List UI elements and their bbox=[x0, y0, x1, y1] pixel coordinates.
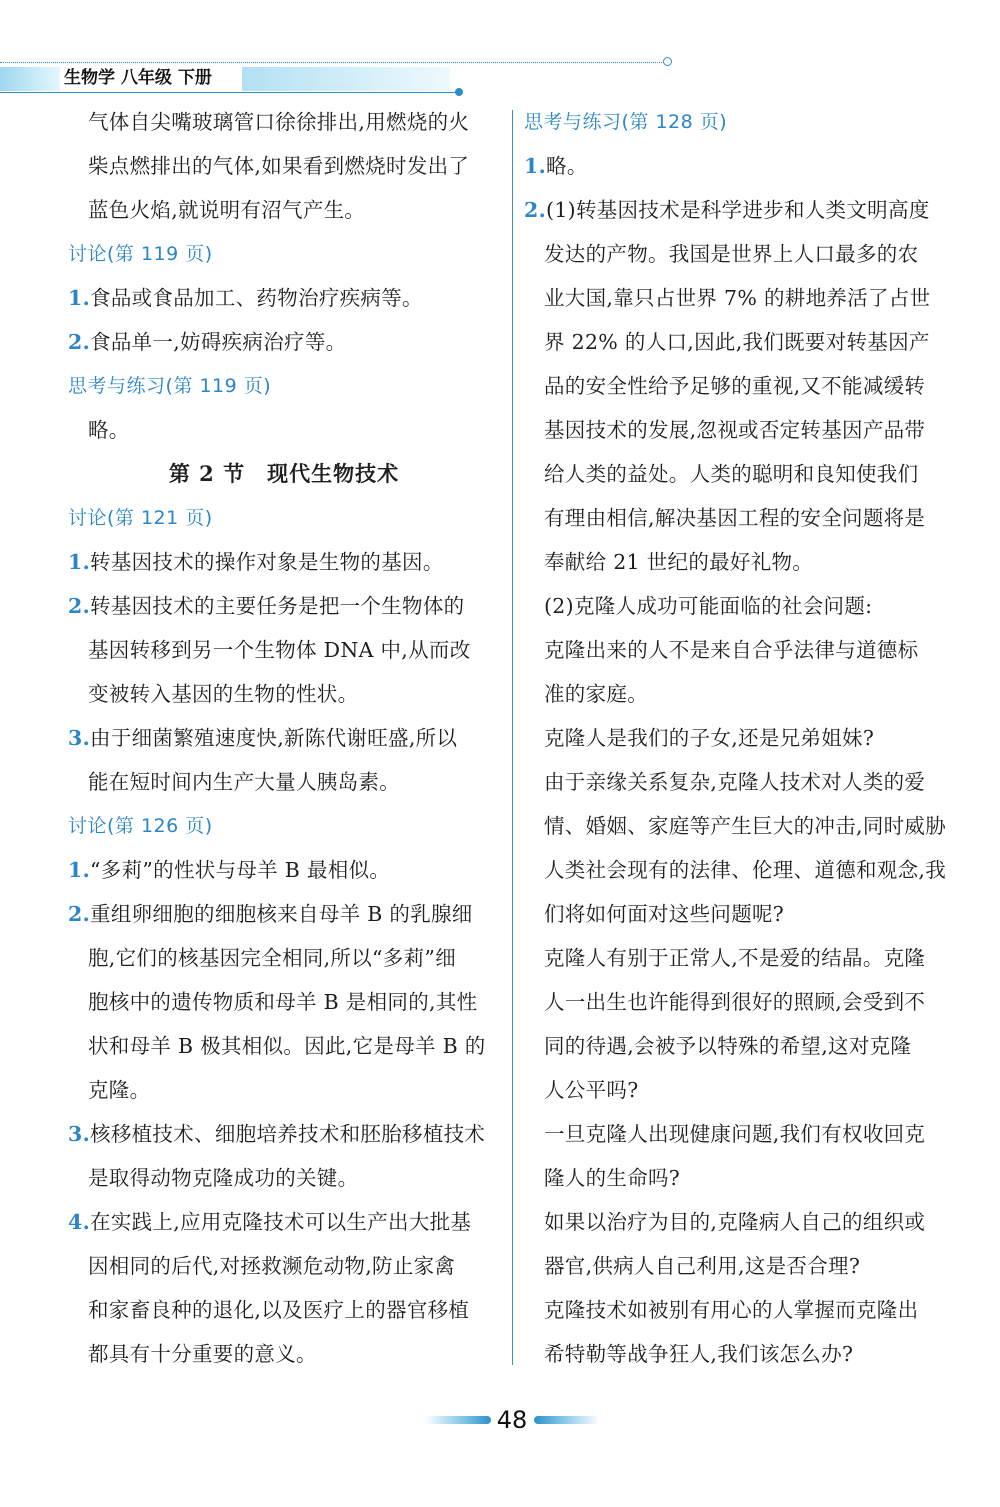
numbered-answer-line bbox=[68, 1112, 500, 1156]
text-line: 蓝色火焰,就说明有沼气产生。 bbox=[88, 198, 366, 222]
subsection-heading: 思考与练习(第 119 页) bbox=[68, 375, 272, 397]
section-title: 第 2 节 现代生物技术 bbox=[168, 461, 400, 486]
text-line: 发达的产物。我国是世界上人口最多的农 bbox=[544, 242, 919, 266]
left-column bbox=[68, 100, 500, 1376]
text-line: 因相同的后代,对拯救濒危动物,防止家禽 bbox=[88, 1254, 456, 1278]
answer-text: 转基因技术的主要任务是把一个生物体的 bbox=[90, 594, 465, 618]
text-line: 状和母羊 B 极其相似。因此,它是母羊 B 的 bbox=[88, 1034, 486, 1058]
numbered-answer-line bbox=[68, 276, 500, 320]
item-number: 4. bbox=[68, 1210, 91, 1234]
text-line: 和家畜良种的退化,以及医疗上的器官移植 bbox=[88, 1298, 470, 1322]
text-line: 克隆出来的人不是来自合乎法律与道德标 bbox=[544, 638, 919, 662]
text-line: 准的家庭。 bbox=[544, 682, 648, 706]
text-line: 能在短时间内生产大量人胰岛素。 bbox=[88, 770, 400, 794]
answer-text: 转基因技术的操作对象是生物的基因。 bbox=[90, 550, 444, 574]
item-number: 3. bbox=[68, 726, 91, 750]
text-line: 克隆人是我们的子女,还是兄弟姐妹? bbox=[544, 726, 875, 750]
text-line: 由于亲缘关系复杂,克隆人技术对人类的爱 bbox=[544, 770, 926, 794]
text-line: 胞,它们的核基因完全相同,所以“多莉”细 bbox=[88, 946, 456, 970]
text-line: 一旦克隆人出现健康问题,我们有权收回克 bbox=[544, 1122, 926, 1146]
numbered-answer-line bbox=[68, 320, 500, 364]
text-line: 如果以治疗为目的,克隆病人自己的组织或 bbox=[544, 1210, 926, 1234]
item-number: 1. bbox=[68, 286, 91, 310]
item-number: 2. bbox=[68, 330, 91, 354]
text-line: 器官,供病人自己利用,这是否合理? bbox=[544, 1254, 861, 1278]
column-divider bbox=[512, 110, 513, 1365]
text-line: (2)克隆人成功可能面临的社会问题: bbox=[544, 594, 873, 618]
text-line: 希特勒等战争狂人,我们该怎么办? bbox=[544, 1342, 854, 1366]
subsection-heading: 讨论(第 126 页) bbox=[68, 815, 213, 837]
item-number: 1. bbox=[68, 550, 91, 574]
item-number: 1. bbox=[68, 858, 91, 882]
answer-text: 食品单一,妨碍疾病治疗等。 bbox=[90, 330, 347, 354]
text-line: 克隆人有别于正常人,不是爱的结晶。克隆 bbox=[544, 946, 926, 970]
header-band-right bbox=[242, 67, 450, 91]
subsection-heading: 讨论(第 121 页) bbox=[68, 507, 213, 529]
header-rule-end-circle bbox=[663, 57, 672, 66]
text-line: 人类社会现有的法律、伦理、道德和观念,我 bbox=[544, 858, 947, 882]
answer-text: 在实践上,应用克隆技术可以生产出大批基 bbox=[90, 1210, 472, 1234]
text-line: 品的安全性给予足够的重视,又不能减缓转 bbox=[544, 374, 926, 398]
text-line: 略。 bbox=[88, 418, 130, 442]
page-number-ornament-left bbox=[425, 1416, 491, 1424]
numbered-answer-line bbox=[68, 892, 500, 936]
text-line: 都具有十分重要的意义。 bbox=[88, 1342, 317, 1366]
numbered-answer-line bbox=[524, 188, 960, 232]
header-underline bbox=[0, 92, 460, 93]
item-number: 3. bbox=[68, 1122, 91, 1146]
text-line: 基因转移到另一个生物体 DNA 中,从而改 bbox=[88, 638, 471, 662]
text-line: 克隆技术如被别有用心的人掌握而克隆出 bbox=[544, 1298, 919, 1322]
answer-text: 食品或食品加工、药物治疗疾病等。 bbox=[90, 286, 423, 310]
numbered-answer-line bbox=[68, 1200, 500, 1244]
text-line: 气体自尖嘴玻璃管口徐徐排出,用燃烧的火 bbox=[88, 110, 470, 134]
header-underline-dot bbox=[455, 88, 463, 96]
right-column bbox=[524, 100, 960, 1376]
text-line: 胞核中的遗传物质和母羊 B 是相同的,其性 bbox=[88, 990, 478, 1014]
item-number: 2. bbox=[68, 902, 91, 926]
text-line: 业大国,靠只占世界 7% 的耕地养活了占世 bbox=[544, 286, 931, 310]
numbered-answer-line bbox=[68, 584, 500, 628]
text-line: 是取得动物克隆成功的关键。 bbox=[88, 1166, 359, 1190]
subsection-heading: 讨论(第 119 页) bbox=[68, 243, 213, 265]
text-line: 给人类的益处。人类的聪明和良知使我们 bbox=[544, 462, 919, 486]
page-header bbox=[0, 0, 1000, 100]
text-line: 隆人的生命吗? bbox=[544, 1166, 681, 1190]
text-line: 们将如何面对这些问题呢? bbox=[544, 902, 785, 926]
text-line: 人公平吗? bbox=[544, 1078, 639, 1102]
item-number: 2. bbox=[524, 198, 547, 222]
text-line: 基因技术的发展,忽视或否定转基因产品带 bbox=[544, 418, 926, 442]
item-number: 1. bbox=[524, 154, 547, 178]
page-number-ornament-right bbox=[534, 1416, 600, 1424]
text-line: 奉献给 21 世纪的最好礼物。 bbox=[544, 550, 814, 574]
numbered-answer-line bbox=[68, 540, 500, 584]
answer-text: 核移植技术、细胞培养技术和胚胎移植技术 bbox=[90, 1122, 486, 1146]
numbered-answer-line bbox=[524, 144, 960, 188]
subsection-heading: 思考与练习(第 128 页) bbox=[524, 111, 728, 133]
answer-text: “多莉”的性状与母羊 B 最相似。 bbox=[90, 858, 391, 882]
text-line: 有理由相信,解决基因工程的安全问题将是 bbox=[544, 506, 926, 530]
answer-text: 略。 bbox=[546, 154, 588, 178]
page-footer bbox=[0, 1395, 1000, 1445]
text-line: 同的待遇,会被予以特殊的希望,这对克隆 bbox=[544, 1034, 912, 1058]
header-dotted-rule bbox=[0, 62, 668, 63]
answer-text: (1)转基因技术是科学进步和人类文明高度 bbox=[546, 198, 930, 222]
numbered-answer-line bbox=[68, 848, 500, 892]
answer-text: 重组卵细胞的细胞核来自母羊 B 的乳腺细 bbox=[90, 902, 473, 926]
text-line: 柴点燃排出的气体,如果看到燃烧时发出了 bbox=[88, 154, 470, 178]
text-line: 情、婚姻、家庭等产生巨大的冲击,同时威胁 bbox=[544, 814, 947, 838]
header-band-left bbox=[0, 67, 60, 91]
text-line: 克隆。 bbox=[88, 1078, 151, 1102]
book-title: 生物学 八年级 下册 bbox=[64, 68, 212, 88]
item-number: 2. bbox=[68, 594, 91, 618]
text-line: 变被转入基因的生物的性状。 bbox=[88, 682, 359, 706]
page-number: 48 bbox=[496, 1406, 528, 1434]
text-line: 界 22% 的人口,因此,我们既要对转基因产 bbox=[544, 330, 930, 354]
text-line: 人一出生也许能得到很好的照顾,会受到不 bbox=[544, 990, 926, 1014]
answer-text: 由于细菌繁殖速度快,新陈代谢旺盛,所以 bbox=[90, 726, 458, 750]
numbered-answer-line bbox=[68, 716, 500, 760]
